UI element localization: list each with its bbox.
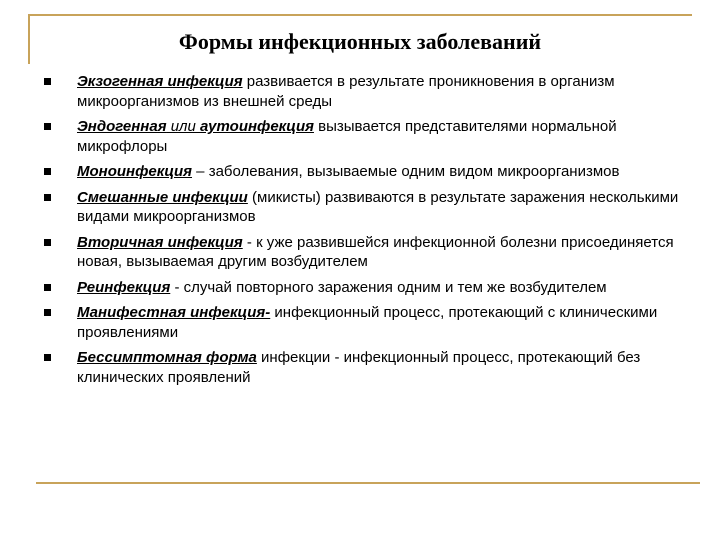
term-mixed-infections: Смешанные инфекции (77, 188, 248, 206)
term-exogenous-infection: Экзогенная инфекция (77, 73, 243, 90)
square-bullet-icon (44, 78, 51, 85)
term-autoinfection: аутоинфекция (200, 118, 314, 135)
bullet-list (44, 72, 689, 393)
definition-exogenous-infection: развивается в результате проникновения в организм микроорганизмов из внешней среды (77, 73, 615, 110)
term-monoinfection: Моноинфекция (77, 163, 193, 180)
definition-endogenous-infection: вызывается представителями нормальной микрофлоры (77, 118, 617, 155)
bullet-item-secondary (44, 233, 689, 272)
bullet-item-reinfection (44, 278, 689, 298)
term-asymptomatic-form: Бессимптомная форма (77, 349, 257, 366)
slide-title: Формы инфекционных заболеваний (178, 29, 542, 54)
square-bullet-icon (44, 309, 51, 316)
term-manifest-infection: Манифестная инфекция- (77, 304, 271, 321)
definition-mixed-infections: (микисты) развиваются в результате заражения несколькими видами микроорганизмов (77, 188, 679, 225)
term-connector: или (166, 118, 201, 135)
bullet-item-manifest (44, 303, 689, 342)
square-bullet-icon (44, 354, 51, 361)
definition-asymptomatic-form: инфекции - инфекционный процесс, протекающий без клинических проявлений (77, 349, 641, 386)
definition-monoinfection: – заболевания, вызываемые одним видом микроорганизмов (192, 163, 620, 180)
square-bullet-icon (44, 123, 51, 130)
bullet-item-exogenous (44, 72, 689, 111)
bullet-item-endogenous (44, 117, 689, 156)
term-endogenous: Эндогенная (77, 118, 167, 135)
square-bullet-icon (44, 168, 51, 175)
definition-reinfection: - случай повторного заражения одним и тем же возбудителем (170, 278, 607, 296)
square-bullet-icon (44, 239, 51, 246)
bullet-item-asymptomatic (44, 348, 689, 387)
term-reinfection: Реинфекция (77, 278, 171, 296)
definition-secondary-infection: - к уже развившейся инфекционной болезни присоединяется новая, вызываемая другим возбудителем (77, 233, 674, 270)
bullet-item-monoinfection (44, 162, 689, 182)
frame-line-top (28, 14, 692, 16)
definition-manifest-infection: инфекционный процесс, протекающий с клиническими проявлениями (77, 304, 658, 341)
square-bullet-icon (44, 284, 51, 291)
frame-line-bottom (36, 482, 700, 484)
square-bullet-icon (44, 194, 51, 201)
bullet-item-mixed (44, 188, 689, 227)
term-secondary-infection: Вторичная инфекция (77, 233, 243, 251)
